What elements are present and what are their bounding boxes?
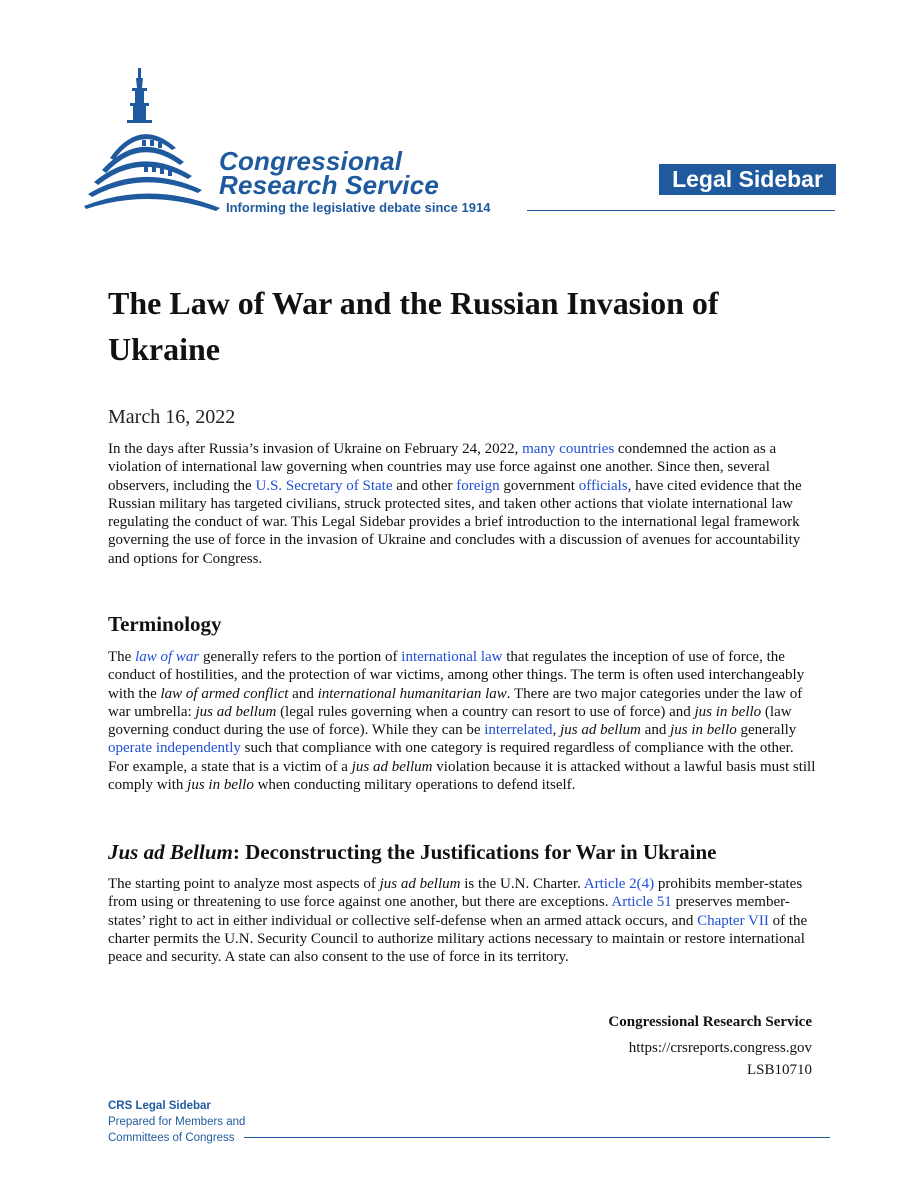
footer-org-name: Congressional Research Service (608, 1014, 812, 1030)
org-name-line2: Research Service (219, 170, 440, 200)
link-article-51[interactable]: Article 51 (611, 894, 672, 911)
footer-url[interactable]: https://crsreports.congress.gov (628, 1040, 812, 1056)
link-international-law[interactable]: international law (401, 649, 503, 665)
footer-rule (244, 1137, 830, 1138)
org-name-line1: Congressional (219, 146, 403, 176)
link-article-2-4[interactable]: Article 2(4) (583, 876, 655, 892)
jus-ad-bellum-paragraph: The starting point to analyze most aspects of jus ad bellum is the U.N. Charter. Article 2(4) prohibits member-states from using or threatening to use force against one another, but there are exceptions. Article 51 preserves member-states’ right to act in either individual or collective self-defense when an armed attack occurs, and Chapter VII of the charter permits the U.N. Security Council to authorize military actions necessary to maintain or restore international peace and security. A state can also consent to the use of force in its territory. (108, 876, 808, 966)
terminology-paragraph: The law of war generally refers to the portion of international law that regulates the inception of use of force, the conduct of hostilities, and the protection of war victims, among other things. The term is often used interchangeably with the law of armed conflict and international humanitarian law. There are two major categories under the law of war umbrella: jus ad bellum (legal rules governing when a country can resort to use of force) and jus in bello (law governing conduct during the use of force). While they can be interrelated, jus ad bellum and jus in bello generally operate independently such that compliance with one category is required regardless of compliance with the other. For example, a state that is a victim of a jus ad bellum violation because it is attacked without a lawful basis must still comply with jus in bello when conducting military operations to defend itself. (108, 649, 816, 794)
legal-sidebar-badge: Legal Sidebar (659, 164, 836, 195)
footer-prepared-line1: Prepared for Members and (108, 1116, 246, 1128)
section-heading-terminology: Terminology (108, 612, 222, 636)
tagline-rule (527, 210, 835, 211)
link-secretary-of-state[interactable]: U.S. Secretary of State (255, 477, 393, 494)
publication-date: March 16, 2022 (108, 406, 236, 428)
link-operate-independently[interactable]: operate independently (108, 740, 241, 757)
link-many-countries[interactable]: many countries (522, 441, 615, 457)
tagline: Informing the legislative debate since 1914 (226, 200, 491, 215)
footer-product-block (108, 1098, 245, 1146)
intro-paragraph: In the days after Russia’s invasion of Ukraine on February 24, 2022, many countries condemned the action as a violation of international law governing when countries may use force against one another. Since then, several observers, including the U.S. Secretary of State and other foreign government officials, have cited evidence that the Russian military has targeted civilians, struck protected sites, and taken other actions that violate international law regulating the conduct of war. This Legal Sidebar provides a brief introduction to the international legal framework governing the use of force in the invasion of Ukraine and concludes with a discussion of avenues for accountability and options for Congress. (108, 441, 802, 567)
link-interrelated[interactable]: interrelated (484, 722, 553, 739)
footer-product-name: CRS Legal Sidebar (108, 1100, 211, 1112)
footer-prepared-line2: Committees of Congress (108, 1132, 235, 1144)
page-title: The Law of War and the Russian Invasion of Ukraine (108, 285, 719, 367)
link-law-of-war[interactable]: law of war (135, 649, 200, 665)
link-chapter-vii[interactable]: Chapter VII (697, 912, 769, 929)
link-foreign[interactable]: foreign (456, 477, 500, 494)
section-heading-jus-ad-bellum: Jus ad Bellum: Deconstructing the Justifications for War in Ukraine (108, 840, 717, 864)
link-officials[interactable]: officials (578, 477, 628, 494)
footer-report-code: LSB10710 (746, 1062, 812, 1078)
capitol-dome-icon (80, 66, 230, 216)
